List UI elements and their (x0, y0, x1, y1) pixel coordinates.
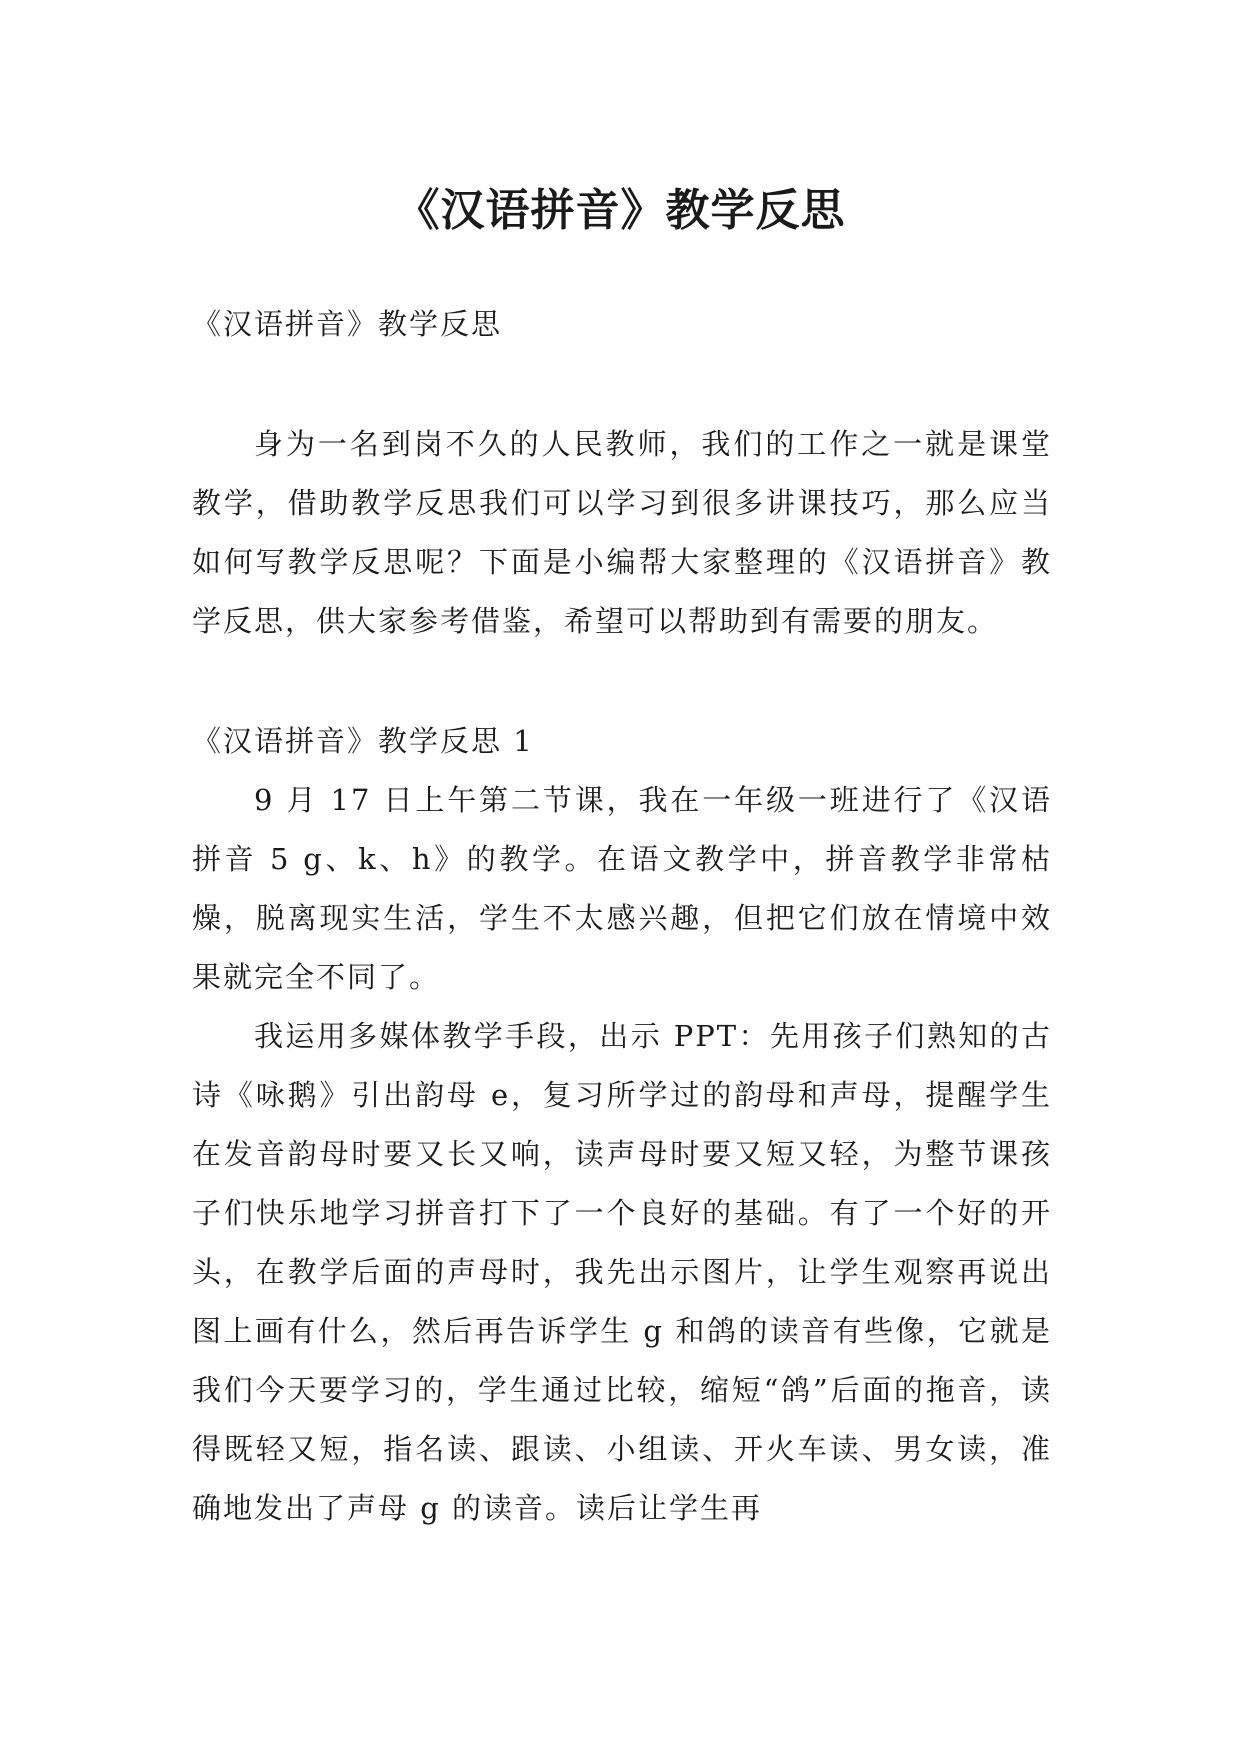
body-paragraph: 我运用多媒体教学手段，出示 PPT：先用孩子们熟知的古诗《咏鹅》引出韵母 e，复习所学过的韵母和声母，提醒学生在发音韵母时要又长又响，读声母时要又短又轻，为整节课孩子们快乐地学习拼音打下了一个良好的基础。有了一个好的开头，在教学后面的声母时，我先出示图片，让学生观察再说出图上画有什么，然后再告诉学生 g 和鸽的读音有些像，它就是我们今天要学习的，学生通过比较，缩短“鸽”后面的拖音，读得既轻又短，指名读、跟读、小组读、开火车读、男女读，准确地发出了声母 g 的读音。读后让学生再 (192, 1019, 1052, 1525)
document-title: 《汉语拼音》教学反思 (395, 185, 846, 237)
body-paragraph: 9 月 17 日上午第二节课，我在一年级一班进行了《汉语拼音 5 g、k、h》的教学。在语文教学中，拼音教学非常枯燥，脱离现实生活，学生不太感兴趣，但把它们放在情境中效果就完全不同了。 (192, 783, 1052, 994)
intro-paragraph: 身为一名到岗不久的人民教师，我们的工作之一就是课堂教学，借助教学反思我们可以学习到很多讲课技巧，那么应当如何写教学反思呢？下面是小编帮大家整理的《汉语拼音》教学反思，供大家参考借鉴，希望可以帮助到有需要的朋友。 (192, 427, 1052, 638)
document-body (192, 295, 1052, 1538)
document-subtitle: 《汉语拼音》教学反思 (192, 307, 503, 341)
section-heading: 《汉语拼音》教学反思 1 (192, 724, 534, 758)
